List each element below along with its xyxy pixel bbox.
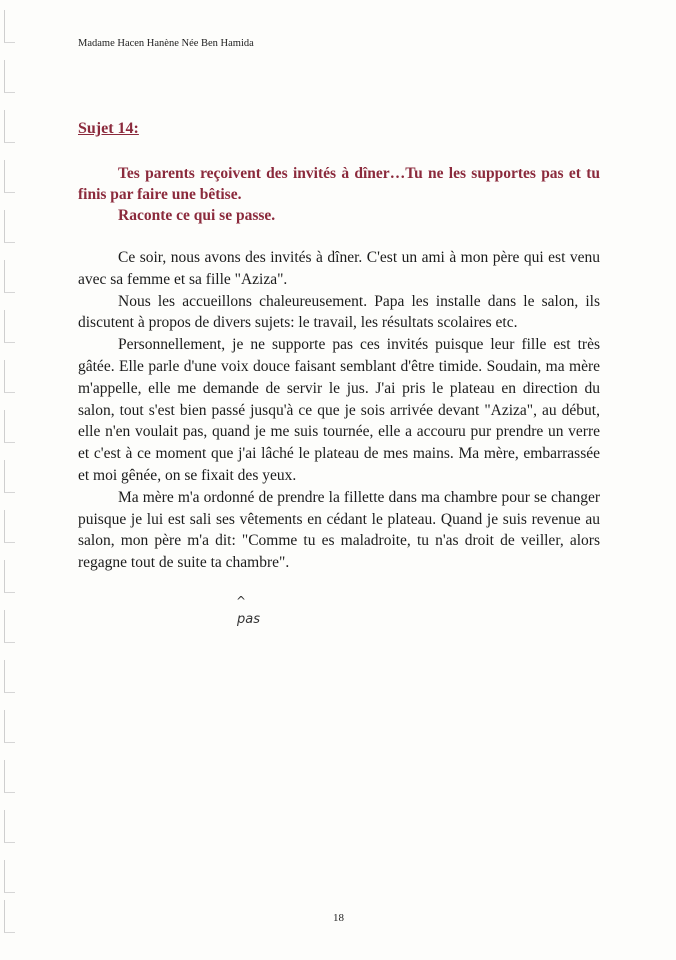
handwritten-correction: pas: [237, 612, 260, 627]
essay-paragraph-4: Ma mère m'a ordonné de prendre la fillette dans ma chambre pour se changer puisque je lui est sali ses vêtements en cédant le plateau. Quand je suis revenue au salon, mon père m'a dit: "Comme tu es maladroite, tu n'as droit de veiller, alors regagne tout de suite ta chambre".: [78, 488, 600, 572]
handwritten-caret: ^: [236, 594, 247, 608]
subject-title: Sujet 14:: [78, 120, 139, 137]
prompt-line-1: Tes parents reçoivent des invités à dîner…Tu ne les supportes pas et tu finis par faire une bêtise.: [78, 165, 600, 203]
essay-paragraph-3: Personnellement, je ne supporte pas ces invités puisque leur fille est très gâtée. Elle parle d'une voix douce faisant semblant d'être timide. Soudain, ma mère m'appelle, elle me demande de servir le jus. J'ai pris le plateau en direction du salon, tout s'est bien passé jusqu'à ce que je sois arrivée devant "Aziza", au début, elle n'en voulait pas, quand je me suis tournée, elle a accouru pur prendre un verre et c'est à ce moment que j'ai lâché le plateau de mes mains. Ma mère, embarrassée et moi gênée, on se fixait des yeux.: [78, 336, 600, 484]
writing-prompt: [78, 163, 600, 226]
essay-paragraph-2: Nous les accueillons chaleureusement. Papa les installe dans le salon, ils discutent à propos de divers sujets: le travail, les résultats scolaires etc.: [78, 292, 600, 332]
page-header-author: Madame Hacen Hanène Née Ben Hamida: [78, 38, 254, 49]
prompt-line-2: Raconte ce qui se passe.: [118, 207, 276, 224]
page-number: 18: [333, 912, 344, 924]
binder-marks: [4, 0, 18, 960]
essay-body: [78, 247, 600, 574]
essay-paragraph-1: Ce soir, nous avons des invités à dîner. C'est un ami à mon père qui est venu avec sa femme et sa fille "Aziza".: [78, 249, 600, 288]
